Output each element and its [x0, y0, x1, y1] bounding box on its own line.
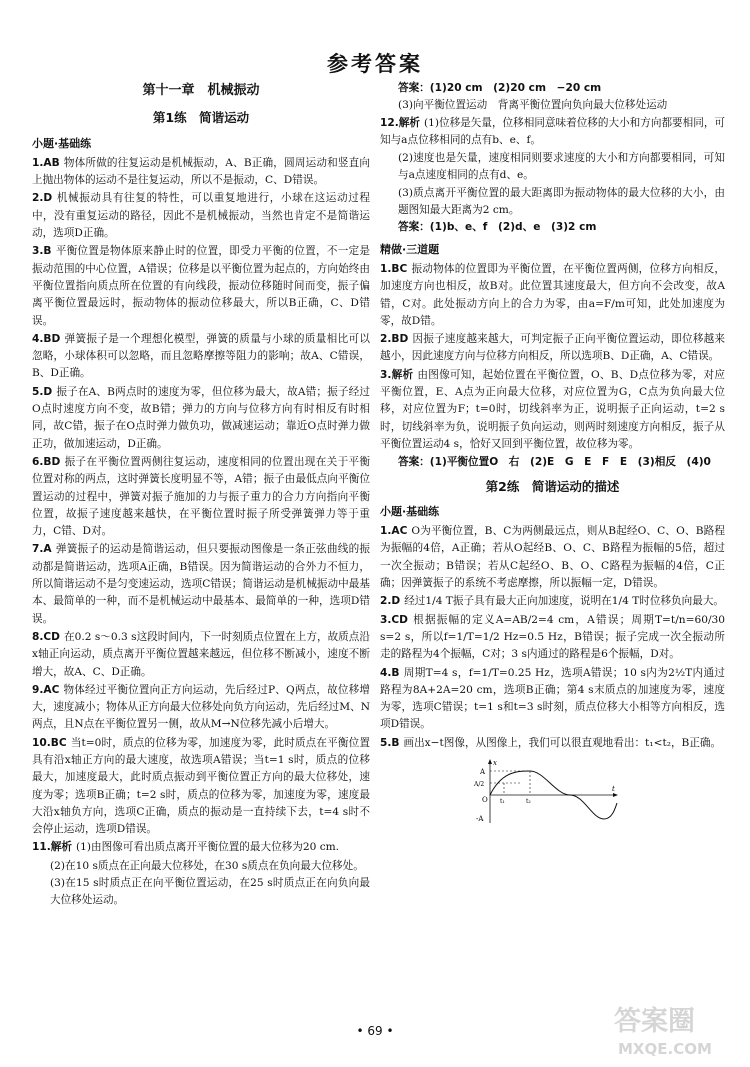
answer-number: 8.CD [32, 630, 60, 643]
answer-item [32, 190, 370, 242]
t2-label: t₂ [526, 797, 531, 805]
origin-label: O [482, 795, 488, 804]
answer-text: 物体所做的往复运动是机械振动，A、B正确，圆周运动和竖直向上抛出物体的运动不是往复运动，所以不是振动，C、D错误。 [32, 156, 370, 187]
answer-text: 弹簧振子的运动是简谐运动，但只要振动图像是一条正弦曲线的振动都是简谐运动，选项A正确，B错误。因为简谐运动的合外力不恒力，所以简谐运动不是匀变速运动，选项C错误；简谐运动是机械振动中最基本、最简单的一种，而不是机械运动中最基本、最简单的一种，选项D错误。 [32, 543, 370, 625]
negative-amplitude-label: -A [476, 814, 484, 823]
answer-item [32, 384, 370, 453]
answer-item [380, 367, 725, 453]
answer-item [380, 612, 725, 664]
chapter-title: 第十一章 机械振动 [142, 83, 260, 98]
answer-text: 周期T=4 s，f=1/T=0.25 Hz，选项A错误；10 s内为2½T内通过路程为8A+2A=20 cm，选项B正确；第4 s末质点的加速度为零，速度为零，选项C错误；t=1 s和t=3 s时刻，质点位移大小相等方向相反，选项D错误。 [380, 666, 725, 731]
t-axis-label: t [612, 784, 615, 793]
amplitude-label: A [480, 767, 486, 776]
t-axis-arrow [613, 793, 618, 797]
answer-number: 10.BC [32, 736, 67, 749]
answer-line: (3)向平衡位置运动 背离平衡位置向负向最大位移处运动 [398, 99, 668, 112]
answer-text: 振子在平衡位置两侧往复运动，速度相同的位置出现在关于平衡位置对称的两点，这时弹簧长度明显不等，A错；振子由最低点向平衡位置运动的过程中，弹簧对振子施加的力与振子重力的合力方向指向平衡位置，故振子速度越来越快，在平衡位置时振子所受弹簧弹力等于重力，C错、D对。 [32, 455, 370, 538]
answer-text: 由图像可知，起始位置在平衡位置，O、B、D点位移为零，对应平衡位置，E、A点为正向最大位移，对应位置为G，C点为负向最大位移，对应位置为F；t=0时，切线斜率为正，说明振子正向运动，t=2 s时，切线斜率为负，说明振子负向运动，则两时刻速度方向相反，振子从平衡位置运动4 s，恰好又回到平衡位置，故位移为零。 [380, 368, 725, 450]
lesson-title: 第1练 简谐运动 [152, 110, 250, 126]
sine-graph [472, 757, 622, 827]
answer-text: O为平衡位置，B、C为两侧最远点，则从B起经O、C、O、B路程为振幅的4倍，A正确；若从O起经B、O、C、B路程为振幅的5倍，超过一次全振动；B错误；若从C起经O、B、O、C路程为振幅的4倍，C正确；因弹簧振子的系统不考虑摩擦，所以振幅一定，D错误。 [380, 525, 725, 590]
answer-number: 1.AB [32, 156, 60, 169]
answer-number: 5.B [380, 736, 400, 749]
t1-label: t₁ [500, 797, 505, 805]
answer-number: 2.D [32, 192, 53, 205]
answer-line: 答案：(1)b、e、f (2)d、e (3)2 cm [398, 221, 597, 234]
x-axis-arrow [488, 759, 492, 764]
answer-text: 振动物体的位置即为平衡位置，在平衡位置两侧，位移方向相反，加速度方向也相反，故B对。此位置其速度最大，但方向不会改变，故A错，C对。此处振动方向上的合力为零，由a=F/m可知，此处加速度为零，故D错。 [380, 262, 725, 327]
answer-text: 画出x−t图像，从图像上，我们可以很直观地看出：t₁<t₂，B正确。 [403, 736, 722, 749]
right-column [380, 80, 725, 833]
answer-text: 在0.2 s～0.3 s这段时间内，下一时刻质点位置在上方，故质点沿x轴正向运动，质点离开平衡位置越来越远，但位移不断减小，速度不断增大，故A、C、D正确。 [32, 630, 370, 678]
answer-number: 3.CD [380, 613, 408, 626]
answer-number: 5.D [32, 385, 53, 398]
answer-item [380, 523, 725, 592]
answer-number: 3.解析 [380, 368, 414, 381]
answer-item [32, 243, 370, 329]
answer-item [32, 629, 370, 681]
section-title: 小题·基础练 [380, 504, 440, 518]
page-title: 参考答案 [327, 52, 423, 76]
answer-line: 答案：(1)20 cm (2)20 cm −20 cm [398, 82, 602, 94]
section-title: 小题·基础练 [32, 136, 92, 150]
answer-number: 2.BD [380, 333, 409, 346]
answer-continuation: (3)在15 s时质点正在向平衡位置运动，在25 s时质点正在向负向最大位移处运动。 [50, 877, 370, 907]
answer-item [380, 331, 725, 366]
watermark-line2: MXQE.COM [618, 1040, 712, 1058]
answer-item [32, 454, 370, 540]
answer-text: 当t=0时，质点的位移为零，加速度为零，此时质点在平衡位置具有沿x轴正方向的最大速度，故选项A错误；当t=1 s时，质点的位移最大，加速度最大，此时质点振动到平衡位置正方向的最大位移处，速度为零；选项B正确；t=2 s时，质点的位移为零，加速度为零，速度最大沿x轴负方向，选项C正确，质点的振动是一直持续下去，t=4 s时不会停止运动，选项D错误。 [32, 736, 370, 836]
answer-continuation: (3)质点离开平衡位置的最大距离即为振动物体的最大位移的大小，由题图知最大距离为2 cm。 [398, 186, 725, 217]
answer-item [380, 593, 725, 610]
answer-number: 1.AC [380, 525, 408, 538]
section-title: 精做·三道题 [380, 242, 440, 256]
answer-continuation: (2)速度也是矢量，速度相同则要求速度的大小和方向都要相同，可知与a点速度相同的点有d、e。 [398, 152, 725, 182]
left-column [32, 80, 370, 910]
x-axis-label: x [493, 758, 497, 767]
answer-item [380, 665, 725, 734]
answer-line: 答案：(1)平衡位置O 右 (2)E G E F E (3)相反 (4)0 [398, 456, 711, 469]
answer-text: 机械振动具有往复的特性，可以重复地进行，小球在这运动过程中，没有重复运动的路径，因此不是机械振动，当然也肯定不是简谐运动，选项D正确。 [32, 192, 370, 240]
answer-text: 弹簧振子是一个理想化模型，弹簧的质量与小球的质量相比可以忽略，小球体积可以忽略，而且忽略摩擦等阻力的影响；故A、C错误，B、D正确。 [32, 332, 370, 380]
answer-number: 4.BD [32, 332, 61, 345]
answer-number: 3.B [32, 245, 52, 258]
answer-item [32, 541, 370, 627]
watermark-line1: 答案圈 [614, 1006, 695, 1037]
answer-text: (1)由图像可看出质点离开平衡位置的最大位移为20 cm. [75, 841, 340, 854]
half-amplitude-label: A/2 [474, 780, 485, 788]
answer-item [380, 261, 725, 330]
answer-number: 4.B [380, 666, 400, 679]
answer-number: 11.解析 [32, 841, 72, 854]
answer-text: (1)位移是矢量，位移相同意味着位移的大小和方向都要相同，可知与a点位移相同的点有b、e、f。 [380, 116, 726, 146]
answer-text: 平衡位置是物体原来静止时的位置，即受力平衡的位置，不一定是振动范围的中心位置，A错误；位移是以平衡位置为起点的，方向始终由平衡位置指向质点所在位置的有向线段，振动位移随时间而变，振子偏离平衡位置最远时，振动物体的振动位移最大，所以B正确，C、D错误。 [32, 245, 370, 327]
answer-number: 2.D [380, 595, 401, 608]
page-number: • 69 • [356, 1024, 394, 1038]
answer-text: 根据振幅的定义A=AB/2=4 cm，A错误；周期T=t/n=60/30 s=2 s，所以f=1/T=1/2 Hz=0.5 Hz，B错误；振子完成一次全振动所走的路程为4个振幅，C对；3 s内通过的路程是6个振幅，D对。 [380, 613, 725, 661]
answer-text: 因振子速度越来越大，可判定振子正向平衡位置运动，即位移越来越小，因此速度方向与位移方向相反，所以选项B、D正确，A、C错误。 [380, 333, 725, 363]
answer-item [380, 735, 725, 752]
answer-text: 物体经过平衡位置向正方向运动，先后经过P、Q两点，故位移增大，速度减小；物体从正方向最大位移处向负方向运动，先后经过M、N两点，且N点在平衡位置另一侧，故从M→N位移先减小后增大。 [32, 683, 370, 731]
answer-item [32, 839, 370, 856]
answer-text: 振子在A、B两点时的速度为零，但位移为最大，故A错；振子经过O点时速度方向不变，故B错；弹力的方向与位移方向有时相反有时相同，故C错，振子在O点时弹力做负功，做减速运动；靠近O点时弹力做正功，做加速运动，D正确。 [32, 385, 370, 450]
lesson-title: 第2练 简谐运动的描述 [485, 478, 620, 494]
answer-item [32, 331, 370, 383]
answer-number: 12.解析 [380, 116, 420, 129]
answer-item [380, 115, 725, 150]
answer-item [32, 682, 370, 734]
answer-text: 经过1/4 T振子具有最大正向加速度，说明在1/4 T时位移负向最大。 [404, 595, 725, 608]
answer-number: 1.BC [380, 262, 408, 275]
answer-number: 7.A [32, 543, 52, 556]
answer-item [32, 155, 370, 190]
watermark-logo [610, 1002, 740, 1060]
answer-number: 6.BD [32, 455, 61, 468]
answer-continuation: (2)在10 s质点在正向最大位移处，在30 s质点在负向最大位移处。 [50, 859, 364, 872]
answer-item [32, 735, 370, 839]
answer-number: 9.AC [32, 683, 60, 696]
